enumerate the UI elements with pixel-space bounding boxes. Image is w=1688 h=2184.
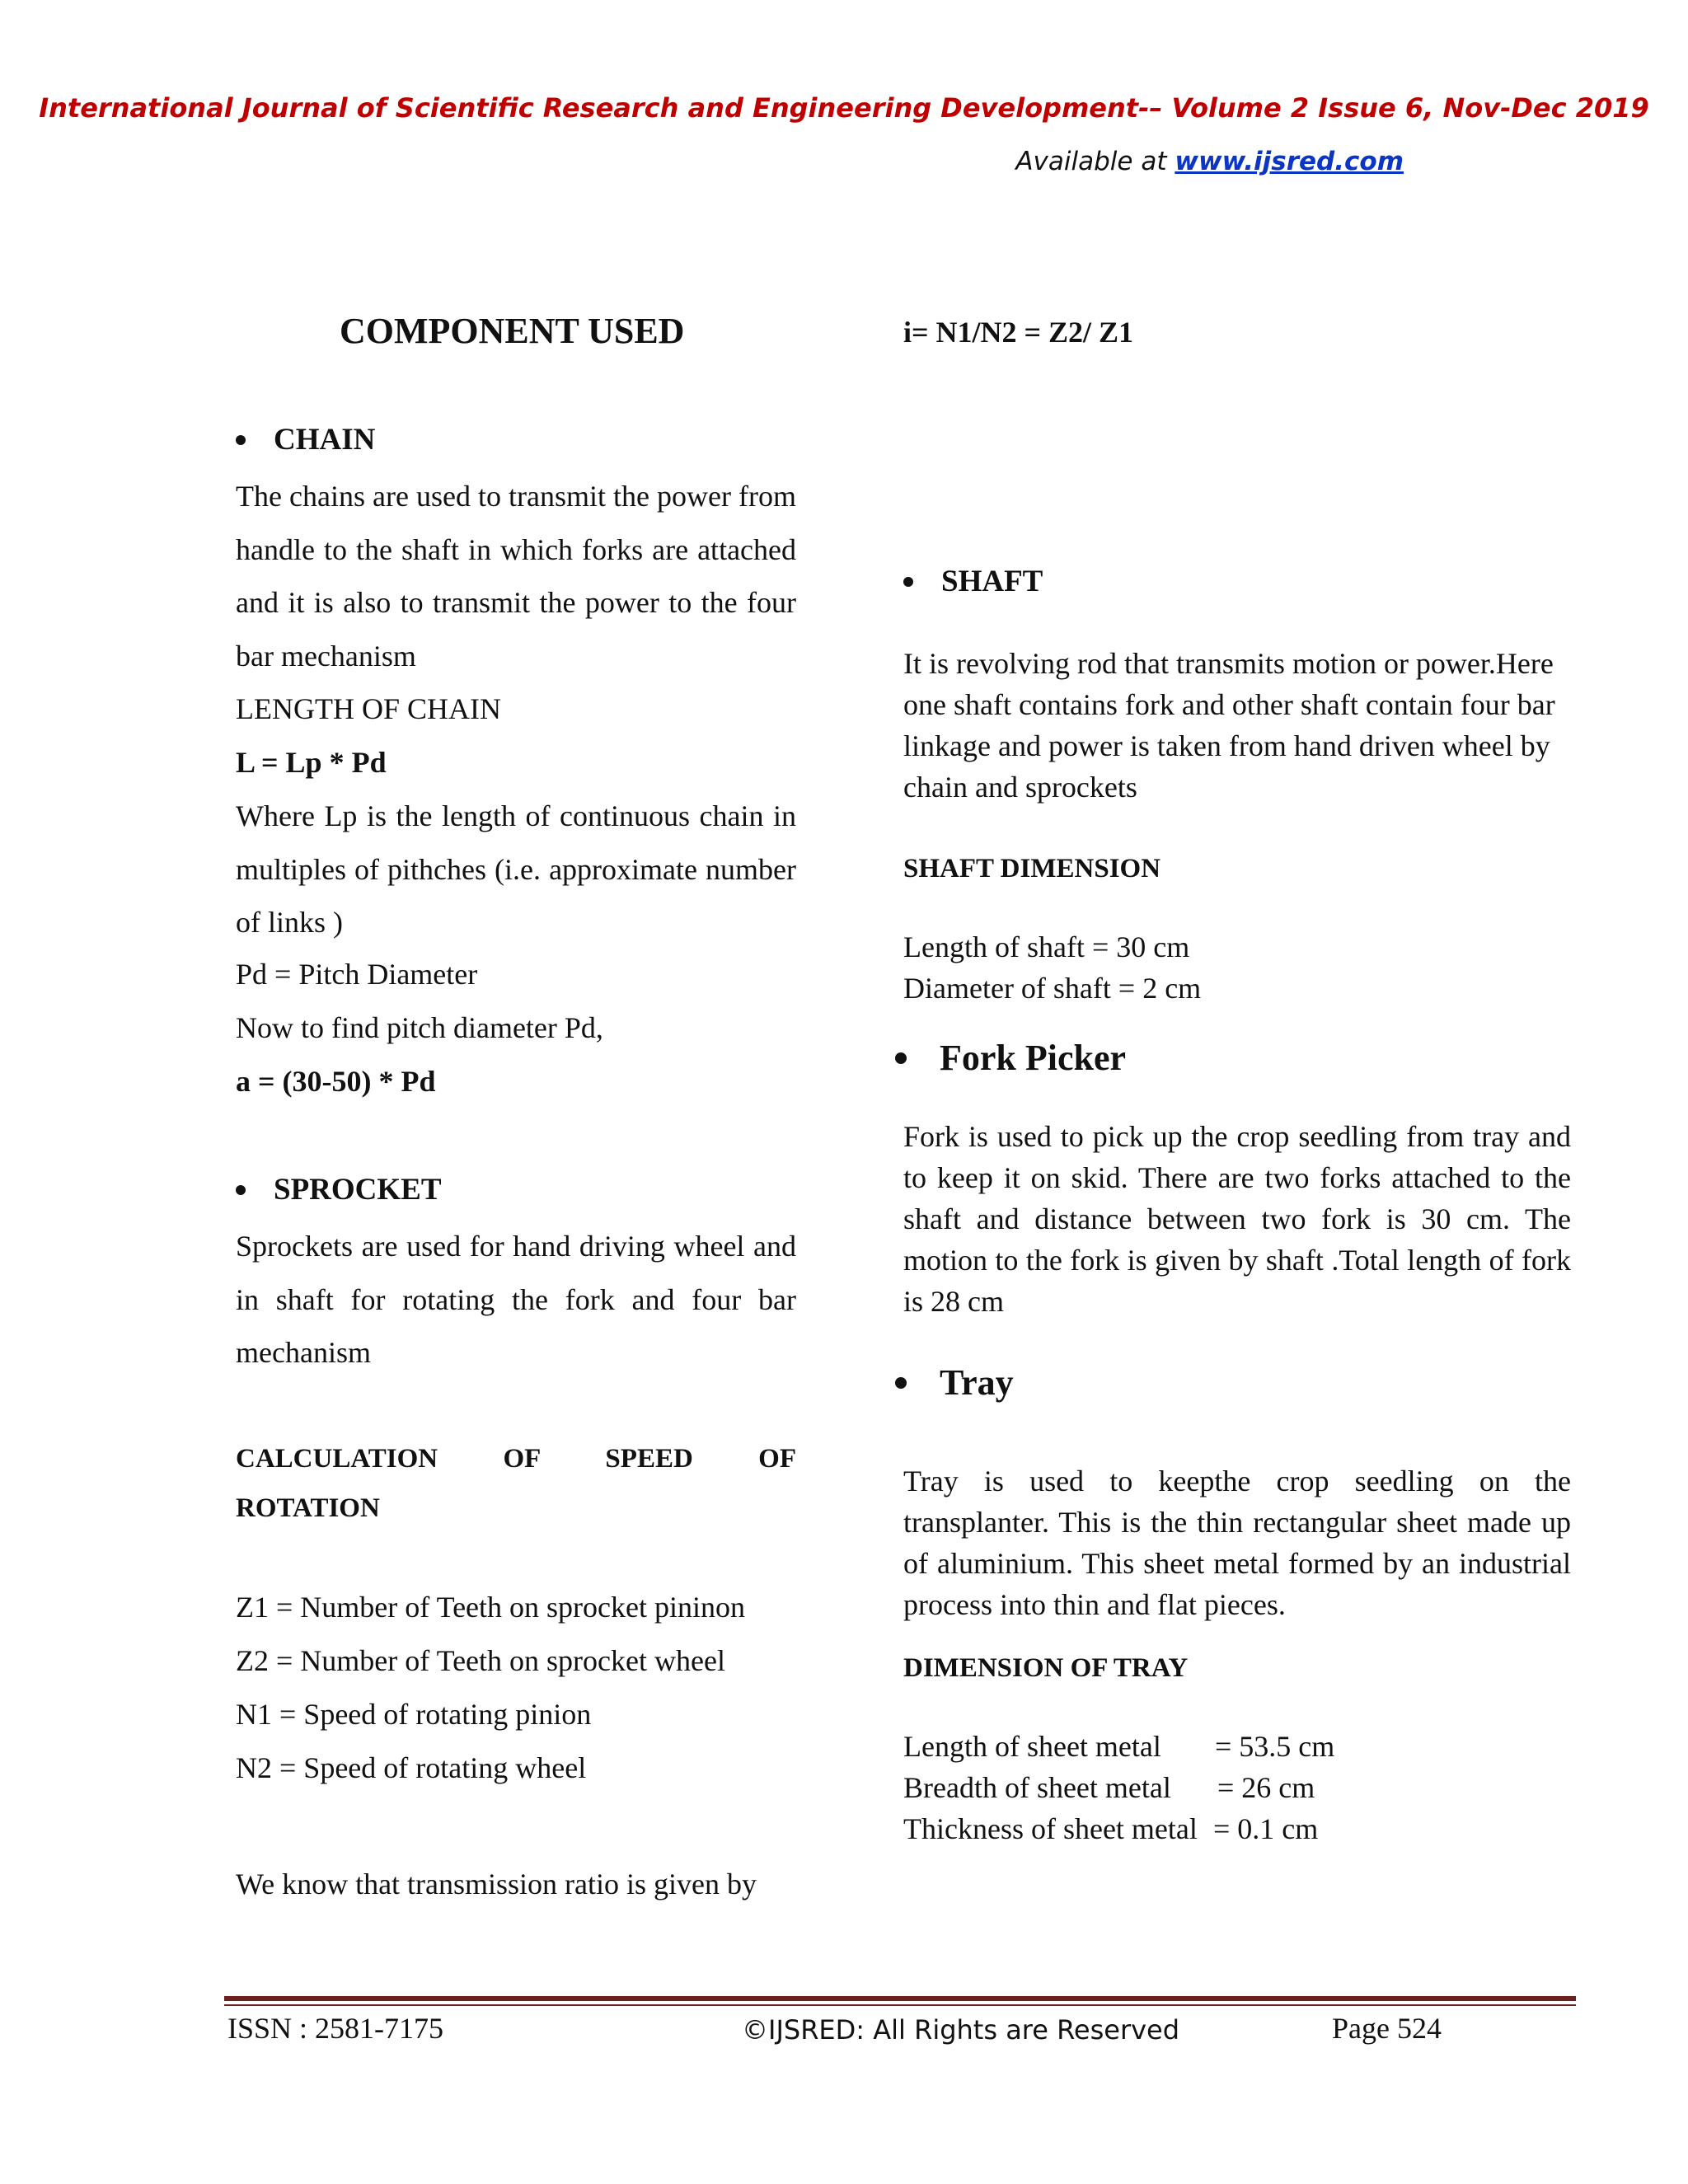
def-z1: Z1 = Number of Teeth on sprocket pininon bbox=[236, 1591, 745, 1624]
footer-issn: ISSN : 2581-7175 bbox=[227, 2012, 444, 2045]
footer-page-number: Page 524 bbox=[1332, 2012, 1442, 2045]
footer-rights: ©IJSRED: All Rights are Reserved bbox=[742, 2014, 1180, 2046]
def-z2: Z2 = Number of Teeth on sprocket wheel bbox=[236, 1644, 725, 1677]
tray-dimensions bbox=[903, 1726, 1571, 1849]
bullet-icon bbox=[895, 1377, 907, 1389]
chain-length-formula: L = Lp * Pd bbox=[236, 746, 387, 779]
journal-header: International Journal of Scientific Research and Engineering Development-– Volume 2 Issue 6, Nov-Dec 2019 bbox=[39, 92, 1649, 124]
calc-heading-line2: ROTATION bbox=[236, 1493, 380, 1523]
shaft-dimension-heading: SHAFT DIMENSION bbox=[903, 854, 1161, 883]
tray-dim-breadth bbox=[903, 1767, 1571, 1808]
fork-picker-description: Fork is used to pick up the crop seedling from tray and to keep it on skid. There are two forks attached to the shaft and distance between two fork is 30 cm. The motion to the fork is given by shaft .Total length of fork is 28 cm bbox=[903, 1120, 1571, 1318]
bullet-icon bbox=[236, 435, 246, 445]
transmission-ratio-text: We know that transmission ratio is given by bbox=[236, 1868, 757, 1900]
def-n2: N2 = Speed of rotating wheel bbox=[236, 1751, 587, 1784]
fork-picker-heading bbox=[895, 1037, 1126, 1079]
find-pitch-diameter: Now to find pitch diameter Pd, bbox=[236, 1011, 603, 1044]
shaft-description: It is revolving rod that transmits motion or power.Here one shaft contains fork and other shaft contain four bar linkage and power is taken from hand driven wheel by chain and sprockets bbox=[903, 647, 1555, 804]
chain-length-label: LENGTH OF CHAIN bbox=[236, 692, 501, 725]
sprocket-heading bbox=[236, 1172, 796, 1207]
tray-dim-length bbox=[903, 1726, 1571, 1767]
def-n1: N1 = Speed of rotating pinion bbox=[236, 1698, 592, 1731]
tray-dim-thickness bbox=[903, 1808, 1571, 1849]
tray-dimension-heading: DIMENSION OF TRAY bbox=[903, 1653, 1189, 1683]
tray-heading bbox=[895, 1361, 1014, 1404]
chain-where-text: Where Lp is the length of continuous chain in multiples of pithches (i.e. approximate number of links ) bbox=[236, 799, 796, 939]
footer-rule-thin bbox=[224, 2004, 1576, 2006]
section-title: COMPONENT USED bbox=[340, 311, 685, 351]
center-distance-formula: a = (30-50) * Pd bbox=[236, 1065, 436, 1098]
bullet-icon bbox=[903, 577, 913, 587]
availability-line bbox=[1015, 147, 1404, 176]
footer-rule-thick bbox=[224, 1996, 1576, 2001]
journal-website-link[interactable]: www.ijsred.com bbox=[1175, 147, 1404, 176]
dim-label: Length of sheet metal bbox=[903, 1730, 1161, 1763]
chain-heading-text: CHAIN bbox=[274, 423, 376, 457]
shaft-length: Length of shaft = 30 cm bbox=[903, 930, 1190, 963]
shaft-heading bbox=[903, 564, 1571, 599]
available-prefix: Available at bbox=[1015, 147, 1175, 176]
chain-description: The chains are used to transmit the power from handle to the shaft in which forks are attached and it is also to transmit the power to the four bar mechanism bbox=[236, 480, 796, 673]
sprocket-description: Sprockets are used for hand driving wheel and in shaft for rotating the fork and four bar mechanism bbox=[236, 1230, 796, 1369]
shaft-heading-text: SHAFT bbox=[941, 565, 1043, 598]
dim-label: Breadth of sheet metal bbox=[903, 1771, 1171, 1804]
bullet-icon bbox=[236, 1185, 246, 1195]
dim-label: Thickness of sheet metal bbox=[903, 1812, 1198, 1845]
shaft-diameter: Diameter of shaft = 2 cm bbox=[903, 972, 1202, 1005]
bullet-icon bbox=[895, 1052, 907, 1064]
pitch-diameter-def: Pd = Pitch Diameter bbox=[236, 958, 478, 991]
dim-value: = 26 cm bbox=[1217, 1771, 1315, 1804]
tray-description: Tray is used to keepthe crop seedling on the transplanter. This is the thin rectangular sheet made up of aluminium. This sheet metal formed by an industrial process into thin and flat pieces. bbox=[903, 1465, 1571, 1621]
dim-value: = 0.1 cm bbox=[1213, 1812, 1319, 1845]
dim-value: = 53.5 cm bbox=[1215, 1730, 1335, 1763]
chain-heading bbox=[236, 422, 796, 457]
ratio-formula: i= N1/N2 = Z2/ Z1 bbox=[903, 316, 1134, 349]
tray-heading-text: Tray bbox=[940, 1362, 1014, 1403]
sprocket-heading-text: SPROCKET bbox=[274, 1173, 442, 1207]
calc-heading-line1: CALCULATION OF SPEED OF bbox=[236, 1444, 796, 1474]
fork-picker-heading-text: Fork Picker bbox=[940, 1038, 1127, 1078]
